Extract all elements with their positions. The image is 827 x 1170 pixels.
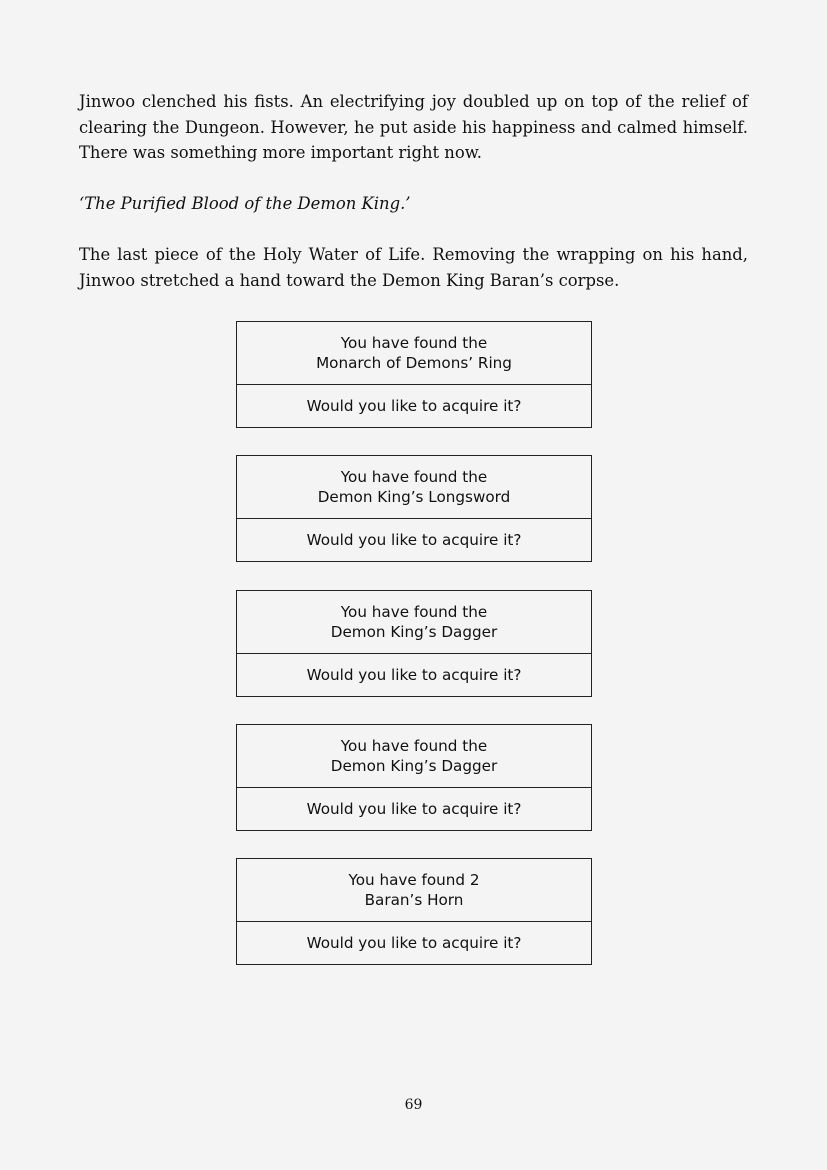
- acquire-prompt[interactable]: Would you like to acquire it?: [306, 666, 522, 684]
- dialog-found-message: [237, 322, 591, 385]
- acquire-prompt[interactable]: Would you like to acquire it?: [306, 934, 522, 952]
- dialog-found-message: [237, 591, 591, 654]
- acquire-prompt[interactable]: Would you like to acquire it?: [306, 531, 522, 549]
- found-line-1: You have found the: [340, 603, 488, 621]
- system-dialog-longsword: [236, 455, 592, 562]
- found-item-name: Baran’s Horn: [364, 891, 464, 909]
- paragraph-3: The last piece of the Holy Water of Life. Removing the wrapping on his hand, Jinwoo stretched a hand toward the Demon King Baran’s corpse.: [79, 245, 748, 290]
- dialog-found-message: [237, 859, 591, 922]
- found-item-name: Demon King’s Dagger: [330, 757, 498, 775]
- dialog-found-message: [237, 725, 591, 788]
- system-dialog-dagger-2: [236, 724, 592, 831]
- paragraph-1: Jinwoo clenched his fists. An electrifying joy doubled up on top of the relief of clearing the Dungeon. However, he put aside his happiness and calmed himself. There was something more important right now.: [79, 92, 748, 162]
- found-item-name: Monarch of Demons’ Ring: [316, 354, 512, 372]
- page-number: 69: [404, 1097, 423, 1113]
- paragraph-italic-quote: ‘The Purified Blood of the Demon King.’: [79, 194, 411, 213]
- acquire-prompt[interactable]: Would you like to acquire it?: [306, 800, 522, 818]
- system-dialog-horn: [236, 858, 592, 965]
- found-line-1: You have found 2: [348, 871, 480, 889]
- found-item-name: Demon King’s Longsword: [317, 488, 511, 506]
- found-line-1: You have found the: [340, 468, 488, 486]
- system-dialog-dagger-1: [236, 590, 592, 697]
- found-item-name: Demon King’s Dagger: [330, 623, 498, 641]
- acquire-prompt[interactable]: Would you like to acquire it?: [306, 397, 522, 415]
- found-line-1: You have found the: [340, 334, 488, 352]
- found-line-1: You have found the: [340, 737, 488, 755]
- system-dialog-ring: [236, 321, 592, 428]
- dialog-found-message: [237, 456, 591, 519]
